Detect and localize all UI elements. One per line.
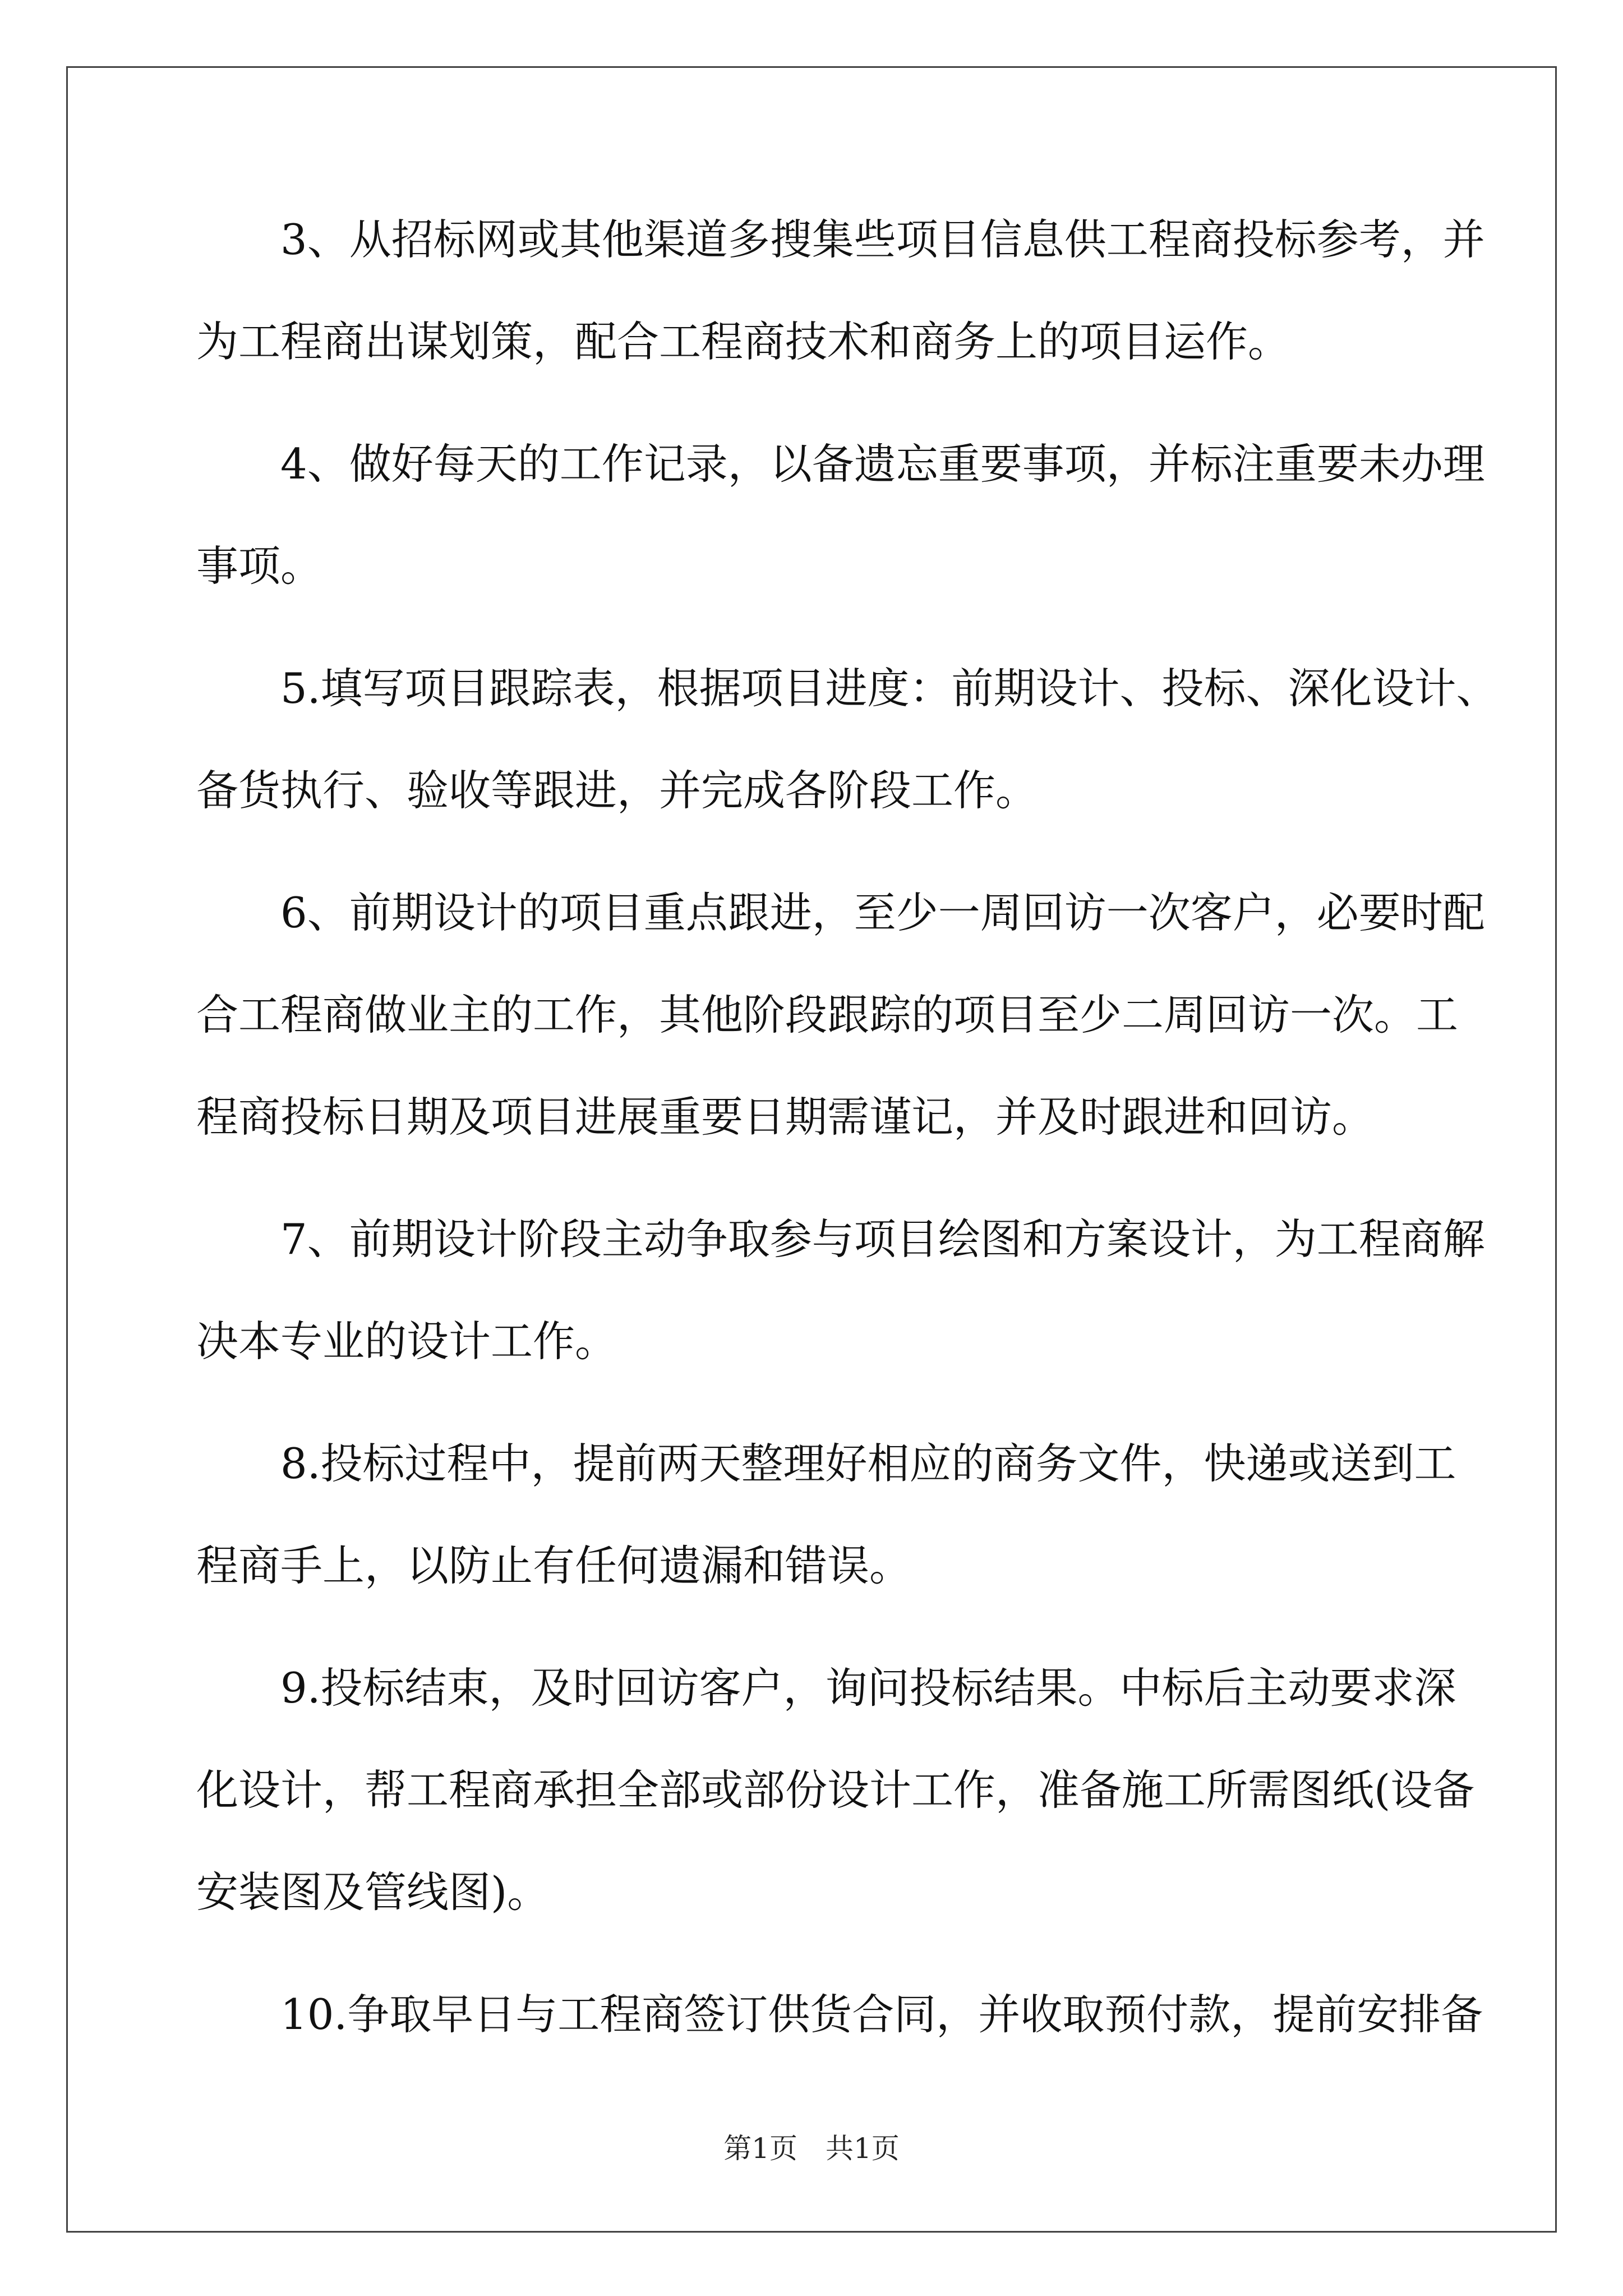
paragraph-line: 程商投标日期及项目进展重要日期需谨记，并及时跟进和回访。: [196, 1092, 1375, 1142]
page-footer: [0, 2132, 1623, 2165]
paragraph-line: 8.投标过程中，提前两天整理好相应的商务文件，快递或送到工: [280, 1439, 1456, 1488]
paragraph-line: 7、前期设计阶段主动争取参与项目绘图和方案设计，为工程商解: [280, 1214, 1485, 1264]
paragraph-line: 3、从招标网或其他渠道多搜集些项目信息供工程商投标参考，并: [280, 215, 1485, 264]
paragraph-line: 9.投标结束，及时回访客户，询问投标结果。中标后主动要求深: [280, 1663, 1456, 1713]
paragraph-line: 事项。: [196, 541, 323, 591]
paragraph-line: 4、做好每天的工作记录，以备遗忘重要事项，并标注重要未办理: [280, 439, 1485, 489]
paragraph-line: 5.填写项目跟踪表，根据项目进度：前期设计、投标、深化设计、: [280, 664, 1498, 713]
page-number-label: 第1页 共1页: [723, 2132, 900, 2165]
paragraph-line: 合工程商做业主的工作，其他阶段跟踪的项目至少二周回访一次。工: [196, 990, 1459, 1039]
paragraph-line: 化设计，帮工程商承担全部或部份设计工作，准备施工所需图纸(设备: [196, 1765, 1475, 1815]
paragraph-line: 决本专业的设计工作。: [196, 1317, 617, 1366]
paragraph-line: 10.争取早日与工程商签订供货合同，并收取预付款，提前安排备: [280, 1990, 1483, 2039]
paragraph-line: 6、前期设计的项目重点跟进，至少一周回访一次客户，必要时配: [280, 888, 1485, 937]
paragraph-line: 为工程商出谋划策，配合工程商技术和商务上的项目运作。: [196, 317, 1290, 366]
paragraph-line: 备货执行、验收等跟进，并完成各阶段工作。: [196, 766, 1038, 815]
paragraph-line: 程商手上，以防止有任何遗漏和错误。: [196, 1541, 912, 1590]
paragraph-line: 安装图及管线图)。: [196, 1867, 550, 1917]
